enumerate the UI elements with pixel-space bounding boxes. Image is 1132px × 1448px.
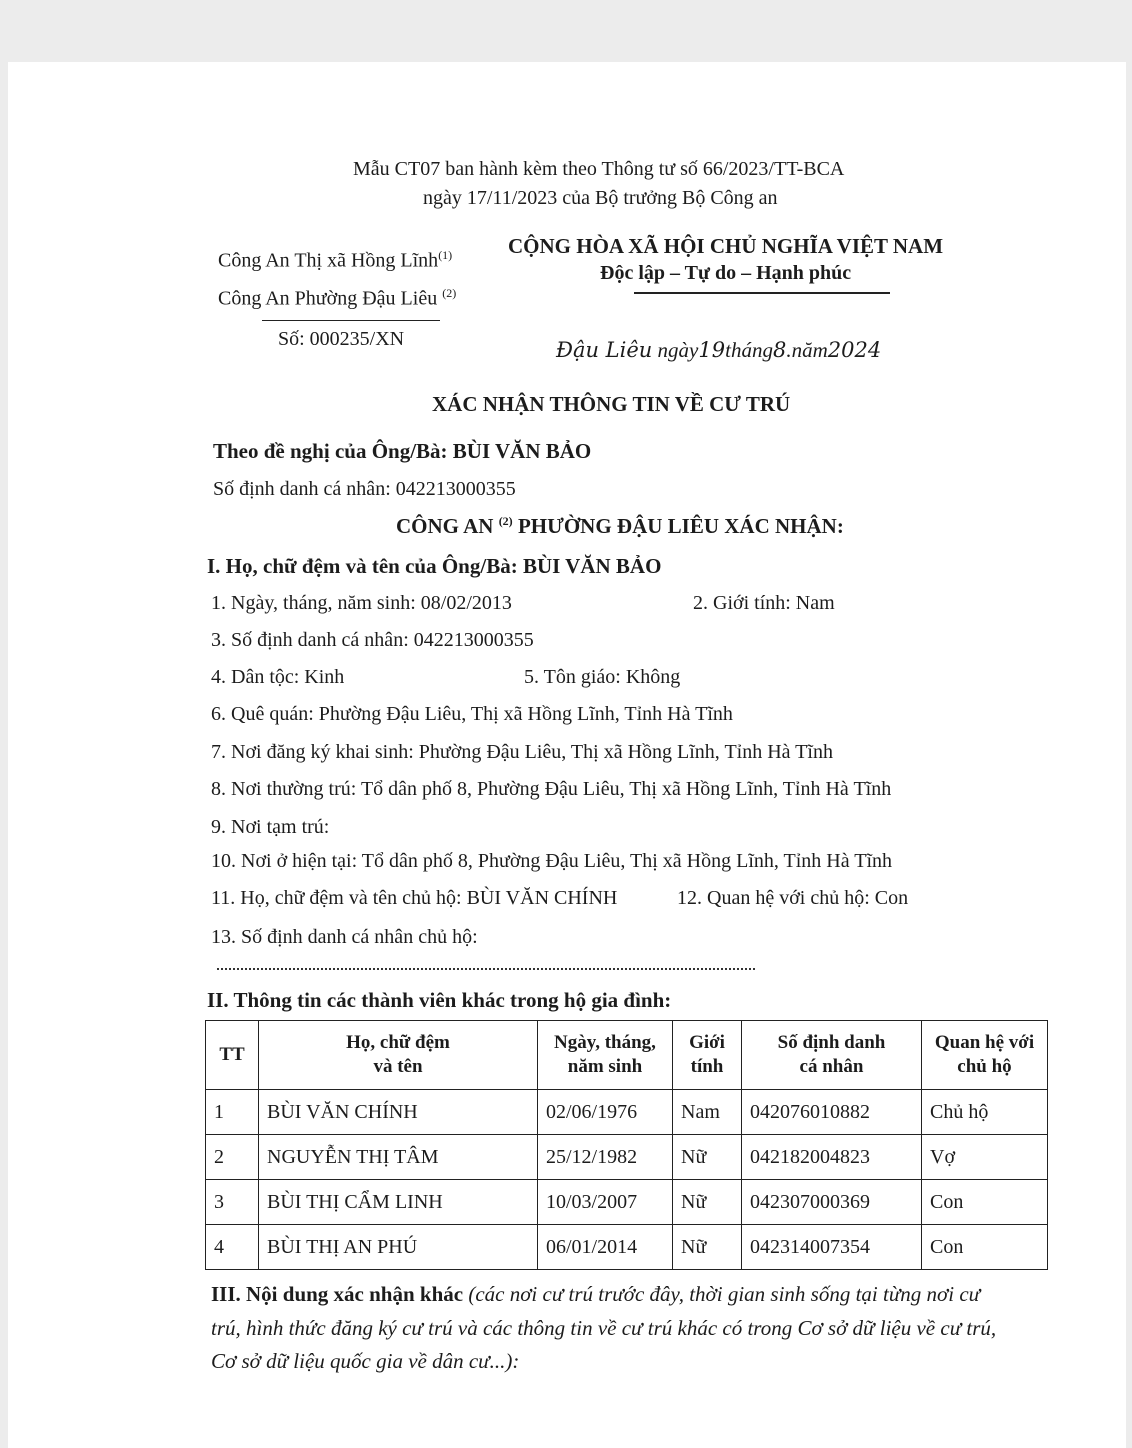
dotted-fill-line [217,968,755,970]
section3-note-3: Cơ sở dữ liệu quốc gia về dân cư...): [211,1349,520,1373]
field-birth-registration: 7. Nơi đăng ký khai sinh: Phường Đậu Liêu, Thị xã Hồng Lĩnh, Tỉnh Hà Tĩnh [211,741,833,763]
field-relation-to-head: 12. Quan hệ với chủ hộ: Con [677,887,909,909]
field-temporary-residence: 9. Nơi tạm trú: [211,816,330,838]
date-day: 19 [698,338,726,362]
motto-underline [634,292,890,294]
table-row [206,1225,1048,1270]
date-day-label: ngày [657,338,699,362]
document-number: Số: 000235/XN [278,328,405,350]
table-row [206,1090,1048,1135]
col-id-label-1: Số định danh [777,1032,886,1053]
cell-id: 042182004823 [742,1135,922,1180]
confirm-heading-footnote: (2) [498,514,513,528]
agency-city-text: Công An Thị xã Hồng Lĩnh [218,249,439,272]
confirm-heading-pre: CÔNG AN [396,514,494,538]
cell-sex: Nữ [673,1180,742,1225]
date-year-label: năm [791,338,828,362]
field-hometown: 6. Quê quán: Phường Đậu Liêu, Thị xã Hồng Lĩnh, Tỉnh Hà Tĩnh [211,703,733,725]
republic-heading: CỘNG HÒA XÃ HỘI CHỦ NGHĨA VIỆT NAM [508,234,944,258]
cell-id: 042314007354 [742,1225,922,1270]
col-sex [673,1021,742,1090]
requester-line: Theo đề nghị của Ông/Bà: BÙI VĂN BẢO [213,439,592,463]
field-religion: 5. Tôn giáo: Không [524,666,681,688]
agency-underline [262,320,440,321]
section3-line1 [211,1282,980,1307]
agency-ward [218,286,456,311]
agency-ward-text: Công An Phường Đậu Liêu [218,287,438,310]
cell-dob: 25/12/1982 [538,1135,673,1180]
col-relation [922,1021,1048,1090]
document-title: XÁC NHẬN THÔNG TIN VỀ CƯ TRÚ [432,392,791,416]
col-id [742,1021,922,1090]
requester-id: Số định danh cá nhân: 042213000355 [213,478,516,500]
date-year: 2024 [827,338,882,362]
cell-tt: 4 [206,1225,259,1270]
cell-tt: 3 [206,1180,259,1225]
cell-name: BÙI THỊ AN PHÚ [259,1225,538,1270]
field-household-head-id: 13. Số định danh cá nhân chủ hộ: [211,926,478,948]
date-month-label: tháng [725,338,773,362]
date-month: 8 [772,338,787,362]
field-id: 3. Số định danh cá nhân: 042213000355 [211,629,534,651]
cell-relation: Chủ hộ [922,1090,1048,1135]
col-relation-label-1: Quan hệ với [934,1032,1035,1053]
cell-tt: 2 [206,1135,259,1180]
cell-sex: Nam [673,1090,742,1135]
field-permanent-residence: 8. Nơi thường trú: Tổ dân phố 8, Phường Đậu Liêu, Thị xã Hồng Lĩnh, Tỉnh Hà Tĩnh [211,778,892,800]
col-sex-label-2: tính [690,1056,724,1077]
form-reference-line2: ngày 17/11/2023 của Bộ trưởng Bộ Công an [423,187,778,209]
col-tt-label: TT [219,1044,245,1065]
field-household-head: 11. Họ, chữ đệm và tên chủ hộ: BÙI VĂN CHÍNH [211,887,618,909]
agency-city-footnote: (1) [438,248,453,262]
cell-name: NGUYỄN THỊ TÂM [259,1135,538,1180]
col-id-label-2: cá nhân [799,1056,864,1077]
cell-tt: 1 [206,1090,259,1135]
table-header-row [206,1021,1048,1090]
col-dob-label-1: Ngày, tháng, [554,1032,656,1053]
cell-dob: 02/06/1976 [538,1090,673,1135]
col-name-label-1: Họ, chữ đệm [346,1032,450,1053]
cell-relation: Con [922,1180,1048,1225]
col-name [259,1021,538,1090]
col-sex-label-1: Giới [689,1032,725,1053]
table-row [206,1180,1048,1225]
section3-heading: III. Nội dung xác nhận khác [211,1282,464,1306]
cell-relation: Vợ [922,1135,1048,1180]
col-dob-label-2: năm sinh [567,1056,643,1077]
section2-heading: II. Thông tin các thành viên khác trong hộ gia đình: [207,988,672,1012]
cell-sex: Nữ [673,1135,742,1180]
form-reference-line1: Mẫu CT07 ban hành kèm theo Thông tư số 66/2023/TT-BCA [353,158,845,180]
field-sex: 2. Giới tính: Nam [693,592,835,614]
cell-id: 042076010882 [742,1090,922,1135]
field-dob: 1. Ngày, tháng, năm sinh: 08/02/2013 [211,592,512,614]
section3-note-2: trú, hình thức đăng ký cư trú và các thông tin về cư trú khác có trong Cơ sở dữ liệu về cư trú, [211,1316,997,1340]
cell-dob: 10/03/2007 [538,1180,673,1225]
document-page [8,62,1126,1448]
section1-heading: I. Họ, chữ đệm và tên của Ông/Bà: BÙI VĂN BẢO [207,554,662,578]
col-tt [206,1021,259,1090]
cell-sex: Nữ [673,1225,742,1270]
national-motto: Độc lập – Tự do – Hạnh phúc [600,262,852,284]
cell-id: 042307000369 [742,1180,922,1225]
cell-name: BÙI THỊ CẨM LINH [259,1180,538,1225]
section3-note-1: (các nơi cư trú trước đây, thời gian sinh sống tại từng nơi cư [468,1282,981,1306]
household-members-table [205,1020,1048,1270]
cell-name: BÙI VĂN CHÍNH [259,1090,538,1135]
cell-dob: 06/01/2014 [538,1225,673,1270]
col-name-label-2: và tên [373,1056,423,1077]
col-relation-label-2: chủ hộ [957,1056,1012,1077]
date-line: Đậu Liêu ngày19tháng8.năm2024 [556,338,882,362]
agency-ward-footnote: (2) [442,286,457,300]
date-place: Đậu Liêu [556,338,653,362]
agency-city [218,248,452,273]
table-row [206,1135,1048,1180]
field-current-residence: 10. Nơi ở hiện tại: Tổ dân phố 8, Phường Đậu Liêu, Thị xã Hồng Lĩnh, Tỉnh Hà Tĩnh [211,850,893,872]
confirm-heading-post: PHƯỜNG ĐẬU LIÊU XÁC NHẬN: [517,514,844,538]
confirm-heading [396,514,844,539]
cell-relation: Con [922,1225,1048,1270]
col-dob [538,1021,673,1090]
field-ethnicity: 4. Dân tộc: Kinh [211,666,345,688]
